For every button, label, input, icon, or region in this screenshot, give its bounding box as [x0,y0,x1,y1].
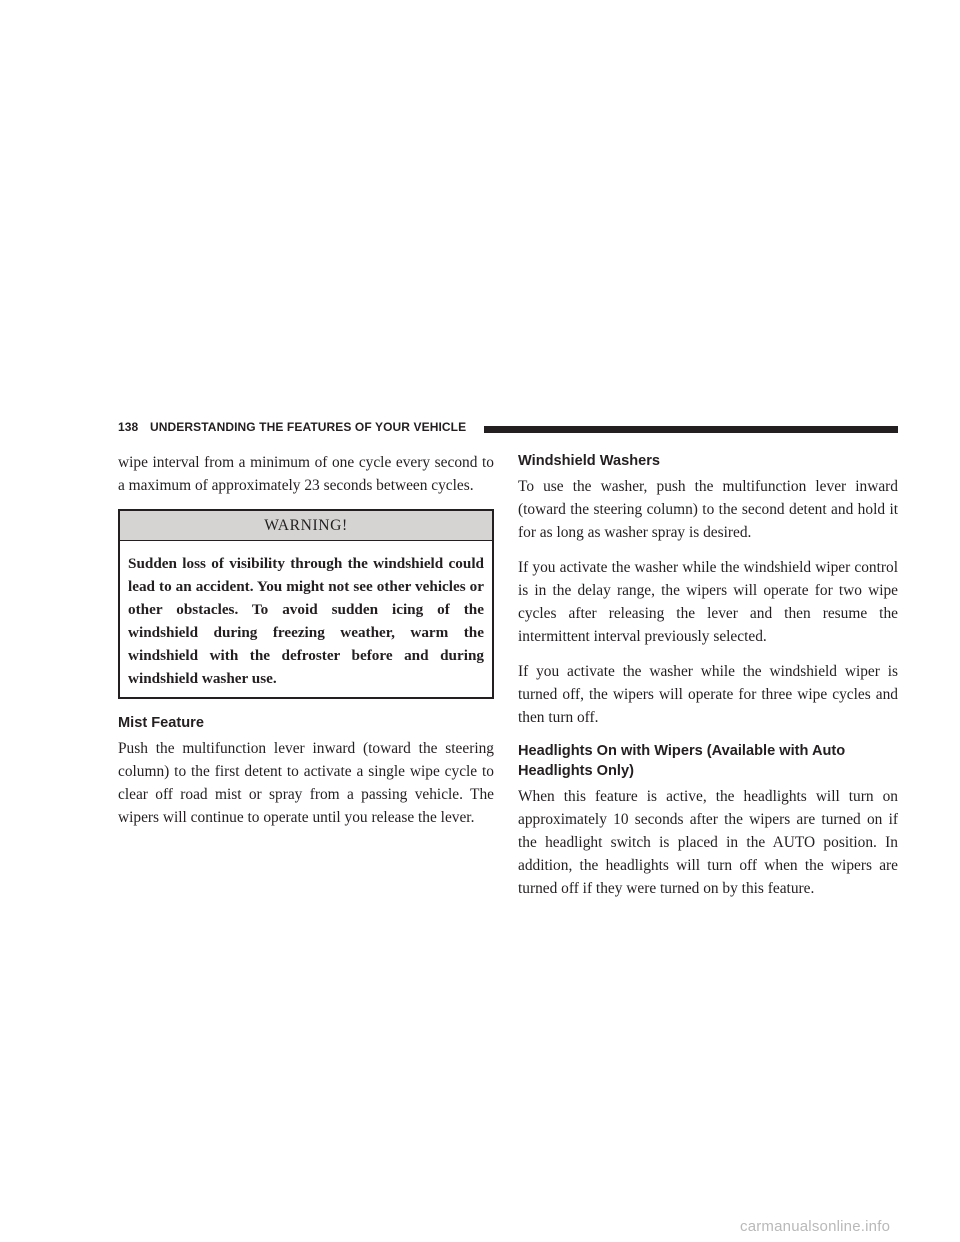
warning-text: Sudden loss of visibility through the windshield could lead to an accident. You might not see other vehicles or other obstacles. To avoid sudden icing of the windshield during freezing weather, warm the windshield with the defroster before and during windshield washer use. [128,555,484,687]
page-number: 138 [118,420,139,434]
left-column [118,451,494,841]
section-title: UNDERSTANDING THE FEATURES OF YOUR VEHICLE [150,420,467,434]
washers-paragraph-3: If you activate the washer while the windshield wiper is turned off, the wipers will operate for three wipe cycles and then turn off. [518,663,898,726]
washers-paragraph-1: To use the washer, push the multifunction lever inward (toward the steering column) to the second detent and hold it for as long as washer spray is desired. [518,478,898,541]
headlights-heading: Headlights On with Wipers (Available with Auto Headlights Only) [518,743,846,779]
header-rule [484,426,898,433]
mist-feature-heading: Mist Feature [118,715,204,731]
intro-paragraph: wipe interval from a minimum of one cycle every second to a maximum of approximately 23 seconds between cycles. [118,454,494,494]
warning-box [118,509,494,699]
windshield-washers-heading: Windshield Washers [518,453,661,469]
mist-feature-paragraph: Push the multifunction lever inward (toward the steering column) to the first detent to activate a single wipe cycle to clear off road mist or spray from a passing vehicle. The wipers will continue to operate until you release the lever. [118,740,494,826]
right-column [518,451,898,912]
headlights-paragraph: When this feature is active, the headlights will turn on approximately 10 seconds after the wipers are turned on if the headlight switch is placed in the AUTO position. In addition, the headlights will turn off when the wipers are turned off if they were turned on by this feature. [518,788,898,897]
page-header [118,419,898,437]
washers-paragraph-2: If you activate the washer while the windshield wiper control is in the delay range, the wipers will operate for two wipe cycles after releasing the lever and then resume the intermittent interval previously selected. [518,559,898,645]
warning-title: WARNING! [120,511,492,541]
watermark: carmanualsonline.info [740,1218,891,1235]
